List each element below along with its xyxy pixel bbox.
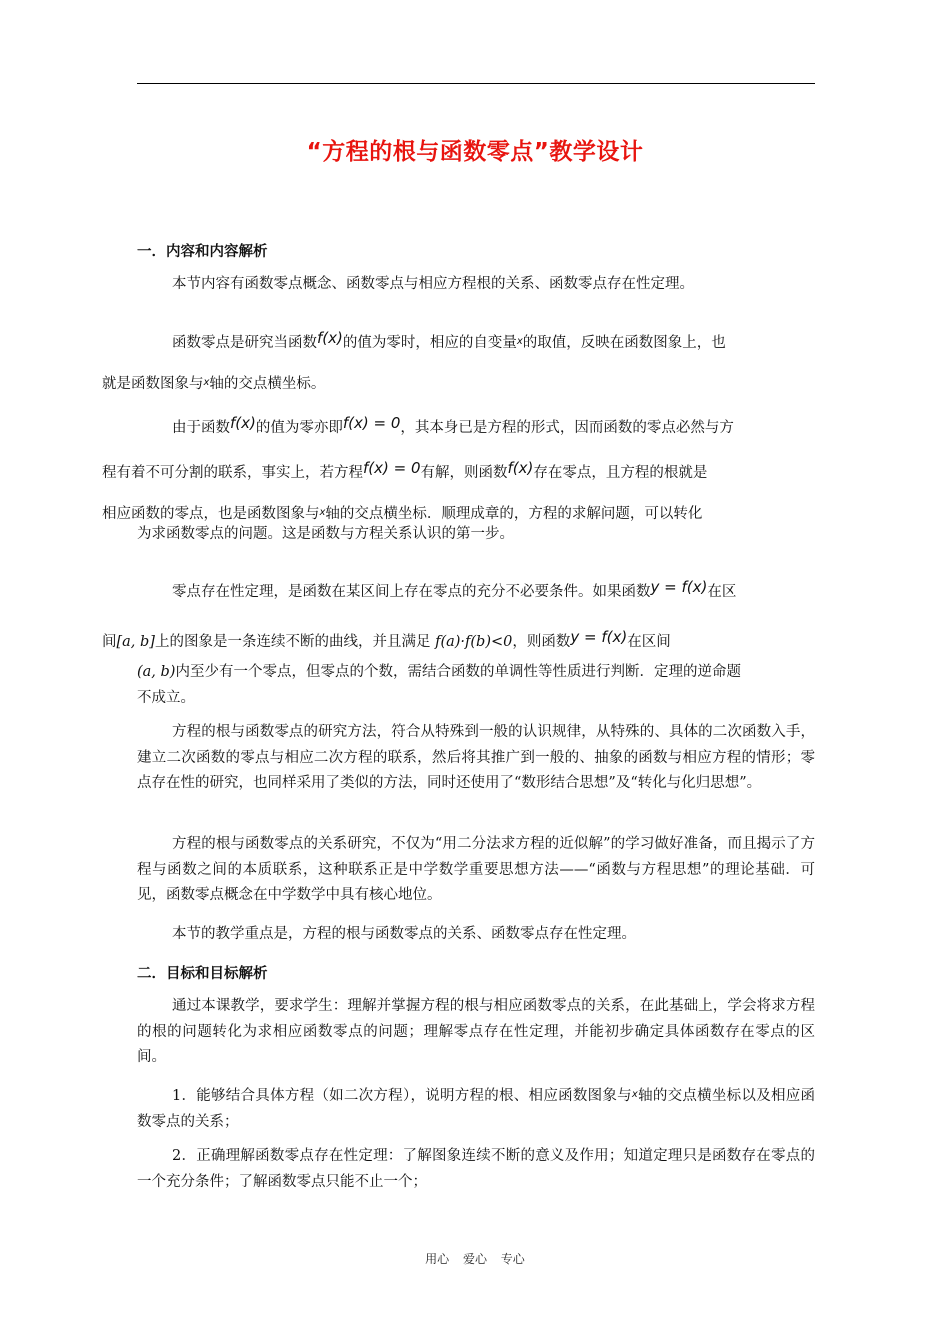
section1-heading: 一．内容和内容解析 bbox=[137, 244, 268, 260]
math-fx-eq-0: f(x) = 0 bbox=[363, 459, 421, 477]
header-rule bbox=[137, 83, 815, 84]
section1-paragraph-4-end: (a, b)内至少有一个零点，但零点的个数，需结合函数的单调性等性质进行判断．定理的逆命题 不成立。 bbox=[137, 664, 741, 706]
math-interval-closed: [a, b] bbox=[116, 634, 155, 650]
section1-paragraph-7: 本节的教学重点是，方程的根与函数零点的关系、函数零点存在性定理。 bbox=[172, 926, 636, 942]
section1-paragraph-1: 本节内容有函数零点概念、函数零点与相应方程根的关系、函数零点存在性定理。 bbox=[172, 276, 694, 292]
page-footer: 用心 爱心 专心 bbox=[425, 1252, 525, 1266]
math-x: x bbox=[203, 377, 210, 388]
math-fx: f(x) bbox=[317, 329, 343, 347]
objective-item-2: 2．正确理解函数零点存在性定理：了解图象连续不断的意义及作用；知道定理只是函数存在零点的一个充分条件；了解函数零点只能不止一个； bbox=[137, 1148, 815, 1190]
section1-paragraph-3: 由于函数f(x)的值为零亦即f(x) = 0，其本身已是方程的形式，因而函数的零点必然与方 程有着不可分割的联系，事实上，若方程f(x) = 0有解，则函数f(x)存在零点，且方程的根就是 相应函数的零点，也是函数图象与$^x$轴的交点横坐标．顺理成章的，方程的求解问题，可以转化 bbox=[102, 414, 734, 522]
math-fx-eq-0: f(x) = 0 bbox=[342, 414, 401, 432]
objective-item-1: 1．能够结合具体方程（如二次方程），说明方程的根、相应函数图象与$^x$轴的交点横坐标以及相应函数零点的关系； bbox=[137, 1088, 815, 1130]
math-interval-open: (a, b) bbox=[137, 664, 176, 680]
section2-paragraph-1: 通过本课教学，要求学生：理解并掌握方程的根与相应函数零点的关系，在此基础上，学会将求方程的根的问题转化为求相应函数零点的问题；理解零点存在性定理，并能初步确定具体函数存在零点的区间。 bbox=[137, 998, 815, 1065]
math-x: x bbox=[516, 336, 523, 347]
math-y-eq-fx: y = f(x) bbox=[650, 578, 708, 596]
math-x: x bbox=[319, 507, 326, 518]
math-product-condition: f(a)·f(b)<0 bbox=[435, 634, 513, 650]
section1-paragraph-2: 函数零点是研究当函数f(x)的值为零时，相应的自变量$^x$的取值，反映在函数图象上，也 就是函数图象与$^x$轴的交点横坐标。 bbox=[102, 329, 726, 392]
section1-paragraph-3-end: 为求函数零点的问题。这是函数与方程关系认识的第一步。 bbox=[137, 526, 514, 542]
math-fx: f(x) bbox=[230, 414, 256, 432]
section2-heading: 二．目标和目标解析 bbox=[137, 966, 268, 982]
section1-paragraph-4: 零点存在性定理，是函数在某区间上存在零点的充分不必要条件。如果函数y = f(x)在区 间[a, b]上的图象是一条连续不断的曲线，并且满足 f(a)·f(b)<0，则函数y = f(x)在区间 bbox=[102, 578, 737, 650]
math-fx: f(x) bbox=[507, 459, 534, 477]
section1-paragraph-5: 方程的根与函数零点的研究方法，符合从特殊到一般的认识规律，从特殊的、具体的二次函数入手，建立二次函数的零点与相应二次方程的联系，然后将其推广到一般的、抽象的函数与相应方程的情形；零点存在性的研究，也同样采用了类似的方法，同时还使用了“数形结合思想”及“转化与化归思想”。 bbox=[137, 724, 815, 791]
math-x: x bbox=[631, 1089, 638, 1100]
section1-paragraph-6: 方程的根与函数零点的关系研究，不仅为“用二分法求方程的近似解”的学习做好准备，而且揭示了方程与函数之间的本质联系，这种联系正是中学数学重要思想方法——“函数与方程思想”的理论基础．可见，函数零点概念在中学数学中具有核心地位。 bbox=[137, 836, 815, 903]
document-title: “方程的根与函数零点”教学设计 bbox=[306, 139, 644, 165]
math-y-eq-fx: y = f(x) bbox=[570, 628, 628, 646]
